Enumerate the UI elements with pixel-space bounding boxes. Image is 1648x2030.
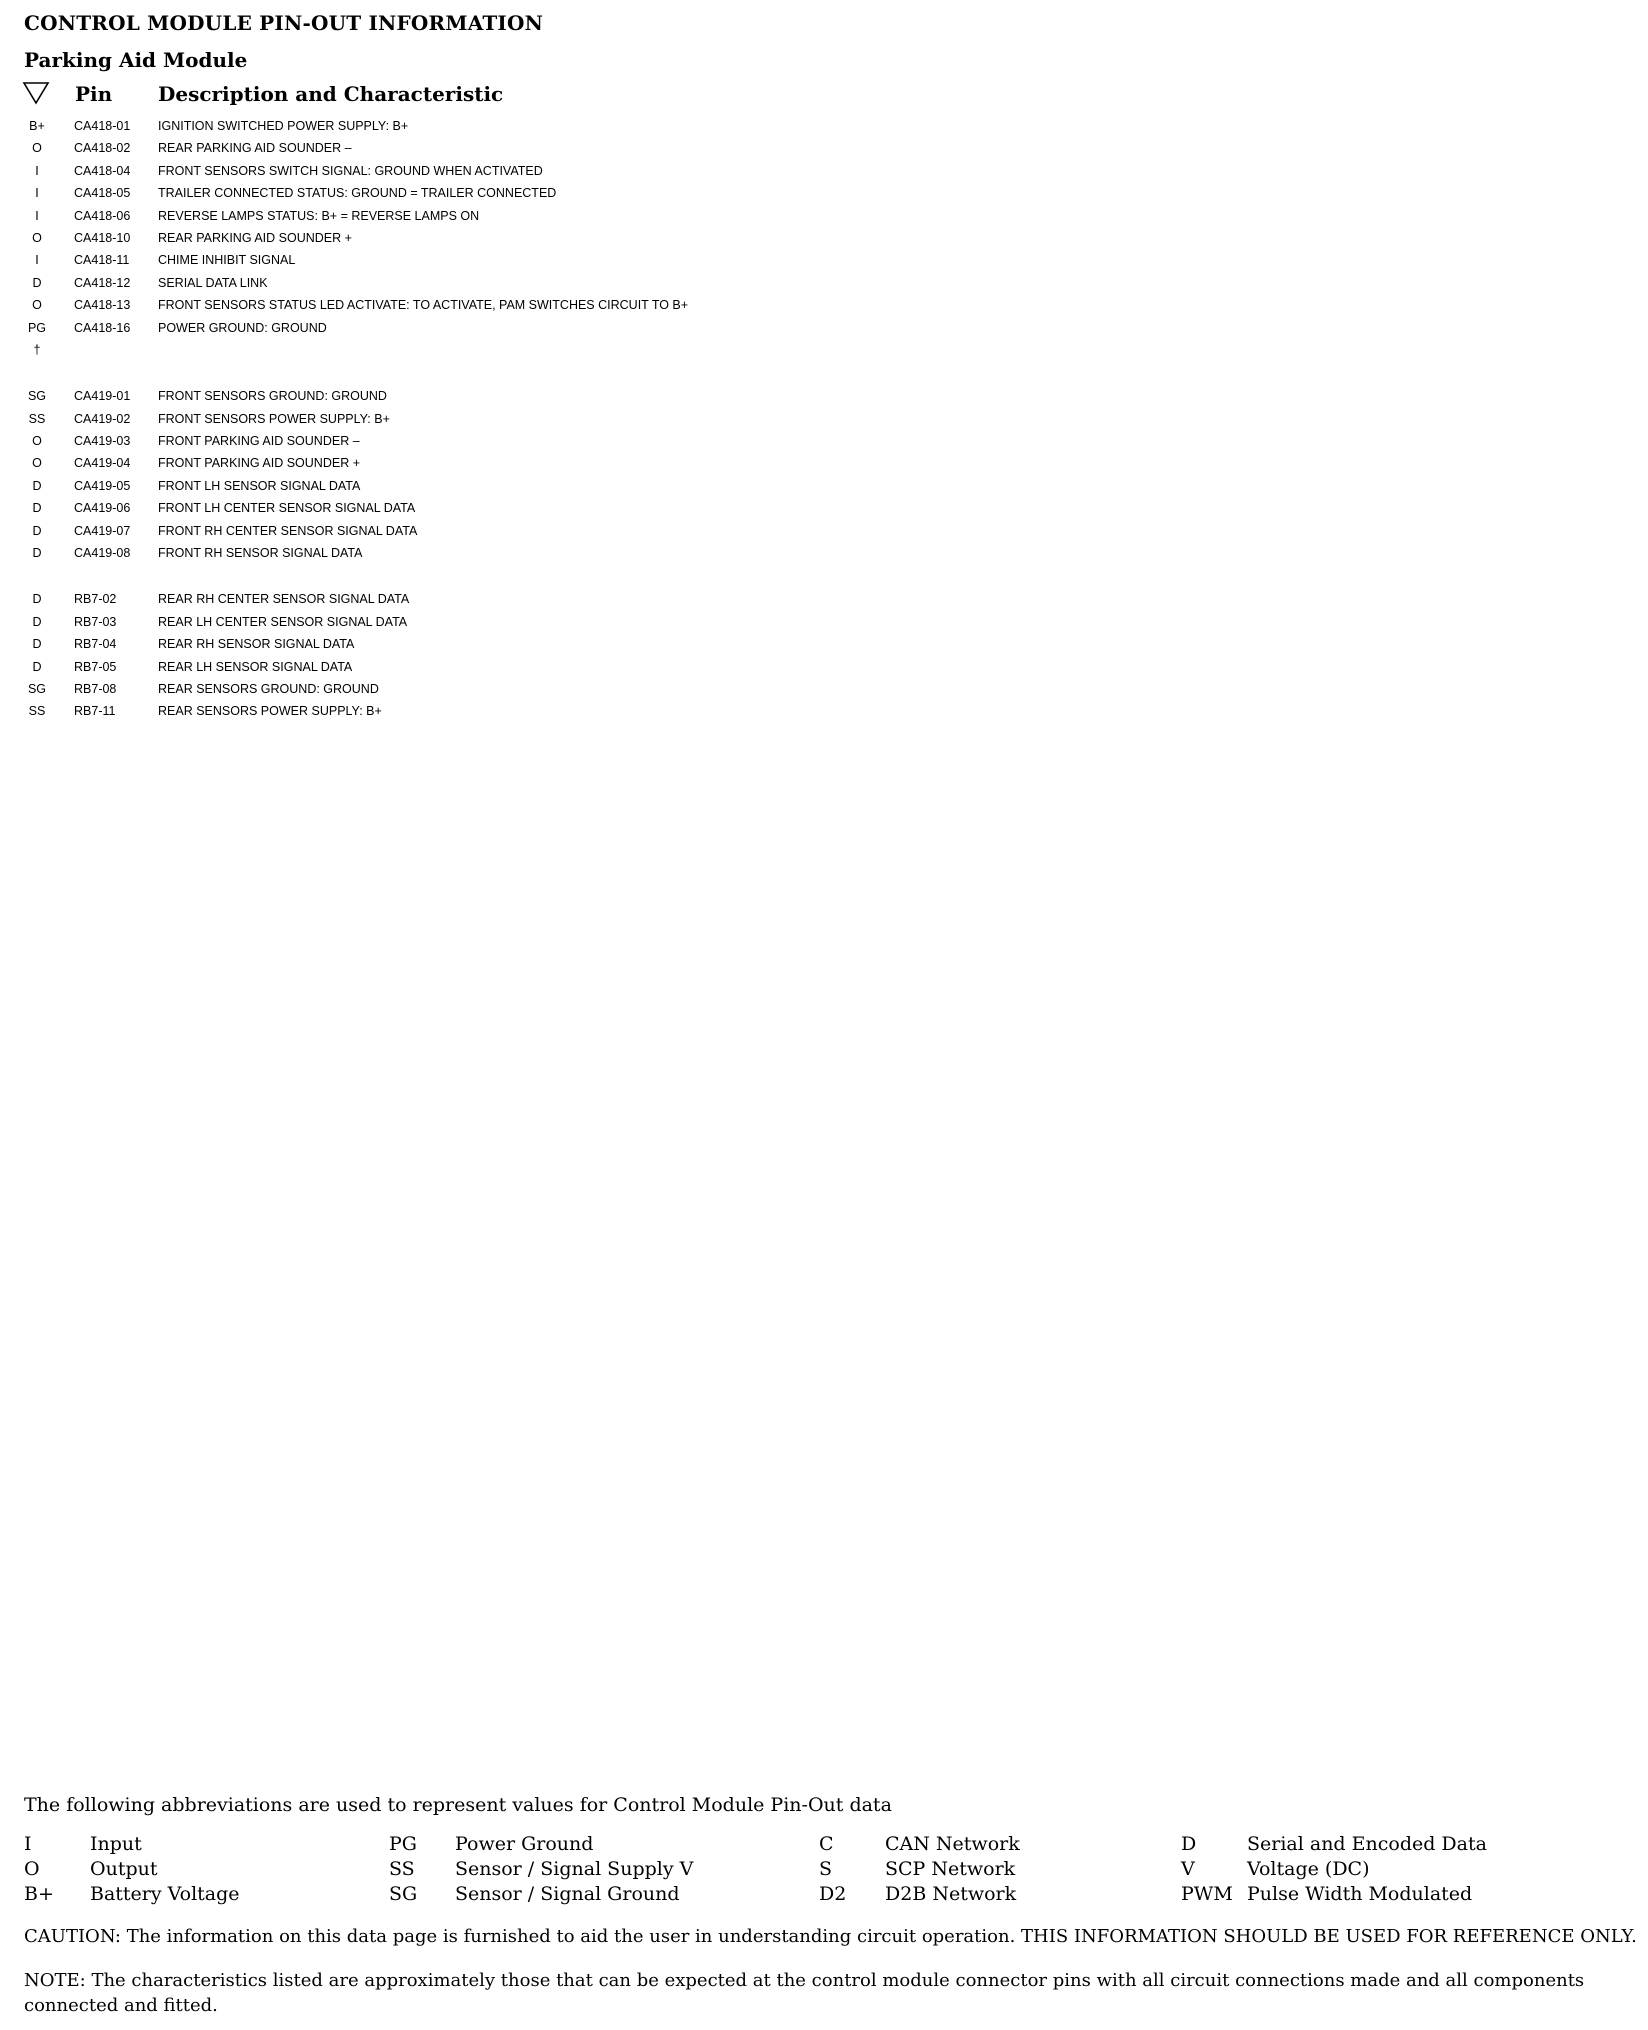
pin-row xyxy=(0,452,1648,474)
abbreviation-code: D2 xyxy=(819,1883,847,1905)
pin-description: FRONT LH CENTER SENSOR SIGNAL DATA xyxy=(158,501,416,516)
pin-row xyxy=(0,633,1648,655)
abbreviation-code: PG xyxy=(389,1833,417,1855)
abbreviation-item xyxy=(819,1832,1239,1857)
pin-type: I xyxy=(35,163,39,178)
pin-type: D xyxy=(32,275,42,290)
pin-id: RB7-11 xyxy=(74,704,116,719)
pin-id: CA419-01 xyxy=(74,389,131,404)
pin-id: CA419-03 xyxy=(74,434,131,449)
pin-description: FRONT SENSORS STATUS LED ACTIVATE: TO ACTIVATE, PAM SWITCHES CIRCUIT TO B+ xyxy=(158,298,689,313)
abbreviation-item xyxy=(24,1882,444,1907)
abbreviation-name: Battery Voltage xyxy=(90,1883,240,1905)
pin-type: D xyxy=(32,614,42,629)
pin-row xyxy=(0,475,1648,497)
pin-type: PG xyxy=(27,320,47,335)
abbreviation-code: C xyxy=(819,1833,834,1855)
pin-id: RB7-04 xyxy=(74,637,117,652)
pin-row xyxy=(0,272,1648,294)
pin-row xyxy=(0,520,1648,542)
abbreviation-name: Input xyxy=(90,1833,142,1855)
abbreviation-name: Serial and Encoded Data xyxy=(1247,1833,1487,1855)
pin-id: CA418-10 xyxy=(74,230,131,245)
pin-type: O xyxy=(32,298,42,313)
pin-id: CA418-05 xyxy=(74,186,131,201)
pin-type: O xyxy=(32,230,42,245)
pin-type: D xyxy=(32,501,42,516)
abbreviation-name: Sensor / Signal Ground xyxy=(455,1883,680,1905)
pin-id: CA419-06 xyxy=(74,501,131,516)
triangle-down-icon xyxy=(22,81,50,105)
abbreviations-legend xyxy=(24,1832,1624,1912)
abbreviation-code: B+ xyxy=(24,1883,54,1905)
pin-type: SG xyxy=(27,389,47,404)
pin-id: RB7-05 xyxy=(74,659,117,674)
pin-row xyxy=(0,678,1648,700)
abbreviation-item xyxy=(24,1857,444,1882)
pin-group-ca418 xyxy=(0,115,1648,361)
abbreviation-item xyxy=(389,1882,809,1907)
pin-row xyxy=(0,542,1648,564)
pin-row xyxy=(0,611,1648,633)
abbreviation-name: CAN Network xyxy=(885,1833,1020,1855)
pin-row xyxy=(0,205,1648,227)
pin-id: CA418-13 xyxy=(74,298,131,313)
pin-id: RB7-02 xyxy=(74,592,117,607)
pin-description: FRONT RH CENTER SENSOR SIGNAL DATA xyxy=(158,523,418,538)
pin-id: RB7-08 xyxy=(74,681,117,696)
pin-row xyxy=(0,115,1648,137)
column-header-pin: Pin xyxy=(75,82,113,106)
abbreviation-item xyxy=(389,1832,809,1857)
pin-type: SS xyxy=(28,411,46,426)
pin-id: CA419-05 xyxy=(74,478,131,493)
pin-description: REVERSE LAMPS STATUS: B+ = REVERSE LAMPS ON xyxy=(158,208,480,223)
pin-description: REAR SENSORS GROUND: GROUND xyxy=(158,681,379,696)
pin-row xyxy=(0,137,1648,159)
pin-type: D xyxy=(32,637,42,652)
pin-id: CA418-04 xyxy=(74,163,131,178)
abbreviation-code: D xyxy=(1181,1833,1197,1855)
pin-type: I xyxy=(35,253,39,268)
pin-description: POWER GROUND: GROUND xyxy=(158,320,327,335)
pin-type: D xyxy=(32,659,42,674)
abbreviation-name: Power Ground xyxy=(455,1833,594,1855)
abbreviation-item xyxy=(1181,1832,1601,1857)
pin-id: CA418-11 xyxy=(74,253,130,268)
pin-description: SERIAL DATA LINK xyxy=(158,275,268,290)
pin-id: CA418-01 xyxy=(74,119,131,133)
abbreviation-item xyxy=(1181,1882,1601,1907)
pin-row xyxy=(0,249,1648,271)
pin-id: CA419-08 xyxy=(74,546,131,561)
pin-row xyxy=(0,430,1648,452)
abbreviations-intro: The following abbreviations are used to represent values for Control Module Pin-Out data xyxy=(24,1794,892,1816)
pin-type: I xyxy=(35,208,39,223)
pin-description: FRONT RH SENSOR SIGNAL DATA xyxy=(158,546,363,561)
pin-type: D xyxy=(32,592,42,607)
module-name: Parking Aid Module xyxy=(24,48,248,72)
document-title: CONTROL MODULE PIN-OUT INFORMATION xyxy=(24,11,544,35)
pin-group-rb7 xyxy=(0,588,1648,722)
pin-description: IGNITION SWITCHED POWER SUPPLY: B+ xyxy=(158,119,409,133)
pin-description: FRONT PARKING AID SOUNDER – xyxy=(158,434,360,449)
pin-description: FRONT PARKING AID SOUNDER + xyxy=(158,456,361,471)
pin-type: I xyxy=(35,186,39,201)
abbreviation-code: SS xyxy=(389,1858,415,1880)
pin-row xyxy=(0,339,1648,361)
pin-row xyxy=(0,497,1648,519)
pin-type: O xyxy=(32,456,42,471)
abbreviation-name: Pulse Width Modulated xyxy=(1247,1883,1473,1905)
pin-row xyxy=(0,160,1648,182)
pin-description: REAR PARKING AID SOUNDER + xyxy=(158,230,352,245)
pin-description: REAR RH CENTER SENSOR SIGNAL DATA xyxy=(158,592,410,607)
pin-table xyxy=(0,115,1648,723)
abbreviation-code: V xyxy=(1181,1858,1195,1880)
abbreviation-item xyxy=(1181,1857,1601,1882)
pin-description: FRONT SENSORS POWER SUPPLY: B+ xyxy=(158,411,390,426)
abbreviation-code: PWM xyxy=(1181,1883,1233,1905)
pin-description: CHIME INHIBIT SIGNAL xyxy=(158,253,296,268)
pin-description: FRONT SENSORS GROUND: GROUND xyxy=(158,389,387,404)
abbreviation-code: S xyxy=(819,1858,833,1880)
pin-id: CA419-04 xyxy=(74,456,131,471)
pin-row xyxy=(0,408,1648,430)
group-spacer xyxy=(0,564,1648,588)
pin-type: D xyxy=(32,546,42,561)
pin-row xyxy=(0,656,1648,678)
pin-description: REAR PARKING AID SOUNDER – xyxy=(158,141,352,156)
pin-description: REAR LH CENTER SENSOR SIGNAL DATA xyxy=(158,614,408,629)
abbreviation-item xyxy=(819,1882,1239,1907)
pin-row xyxy=(0,227,1648,249)
pin-id: CA419-07 xyxy=(74,523,131,538)
pin-id: CA418-02 xyxy=(74,141,131,156)
abbreviation-name: D2B Network xyxy=(885,1883,1017,1905)
pin-description: REAR SENSORS POWER SUPPLY: B+ xyxy=(158,704,382,719)
pin-group-ca419 xyxy=(0,385,1648,564)
pin-id: CA419-02 xyxy=(74,411,131,426)
group-spacer xyxy=(0,361,1648,385)
pin-description: FRONT SENSORS SWITCH SIGNAL: GROUND WHEN ACTIVATED xyxy=(158,163,543,178)
pin-row xyxy=(0,700,1648,722)
pin-id: CA418-06 xyxy=(74,208,131,223)
abbreviation-code: SG xyxy=(389,1883,418,1905)
abbreviation-item xyxy=(819,1857,1239,1882)
pin-type: O xyxy=(32,141,42,156)
abbreviation-name: SCP Network xyxy=(885,1858,1016,1880)
pin-row xyxy=(0,588,1648,610)
pin-type: D xyxy=(32,523,42,538)
pin-id: CA418-16 xyxy=(74,320,131,335)
pin-id: CA418-12 xyxy=(74,275,131,290)
pin-type: SG xyxy=(27,681,47,696)
abbreviation-name: Voltage (DC) xyxy=(1247,1858,1370,1880)
pin-row xyxy=(0,182,1648,204)
pin-id: RB7-03 xyxy=(74,614,117,629)
abbreviation-item xyxy=(24,1832,444,1857)
pin-description: REAR RH SENSOR SIGNAL DATA xyxy=(158,637,355,652)
column-header-description: Description and Characteristic xyxy=(158,82,504,106)
pin-type: O xyxy=(32,434,42,449)
pin-row xyxy=(0,317,1648,339)
pin-row xyxy=(0,294,1648,316)
pin-type: SS xyxy=(28,704,46,719)
abbreviation-code: I xyxy=(24,1833,32,1855)
note-text: NOTE: The characteristics listed are approximately those that can be expected at the control module connector pins with all circuit connections made and all components connected and fitted. xyxy=(24,1970,1585,2016)
pin-row xyxy=(0,385,1648,407)
abbreviation-code: O xyxy=(24,1858,40,1880)
caution-text: CAUTION: The information on this data page is furnished to aid the user in understanding circuit operation. THIS INFORMATION SHOULD BE USED FOR REFERENCE ONLY. xyxy=(24,1926,1637,1947)
pin-description: TRAILER CONNECTED STATUS: GROUND = TRAILER CONNECTED xyxy=(158,186,557,201)
abbreviation-item xyxy=(389,1857,809,1882)
pin-description: REAR LH SENSOR SIGNAL DATA xyxy=(158,659,353,674)
abbreviation-name: Output xyxy=(90,1858,158,1880)
pin-type: † xyxy=(33,342,41,357)
pin-type: B+ xyxy=(29,119,45,133)
abbreviation-name: Sensor / Signal Supply V xyxy=(455,1858,694,1880)
pin-type: D xyxy=(32,478,42,493)
pin-description: FRONT LH SENSOR SIGNAL DATA xyxy=(158,478,361,493)
